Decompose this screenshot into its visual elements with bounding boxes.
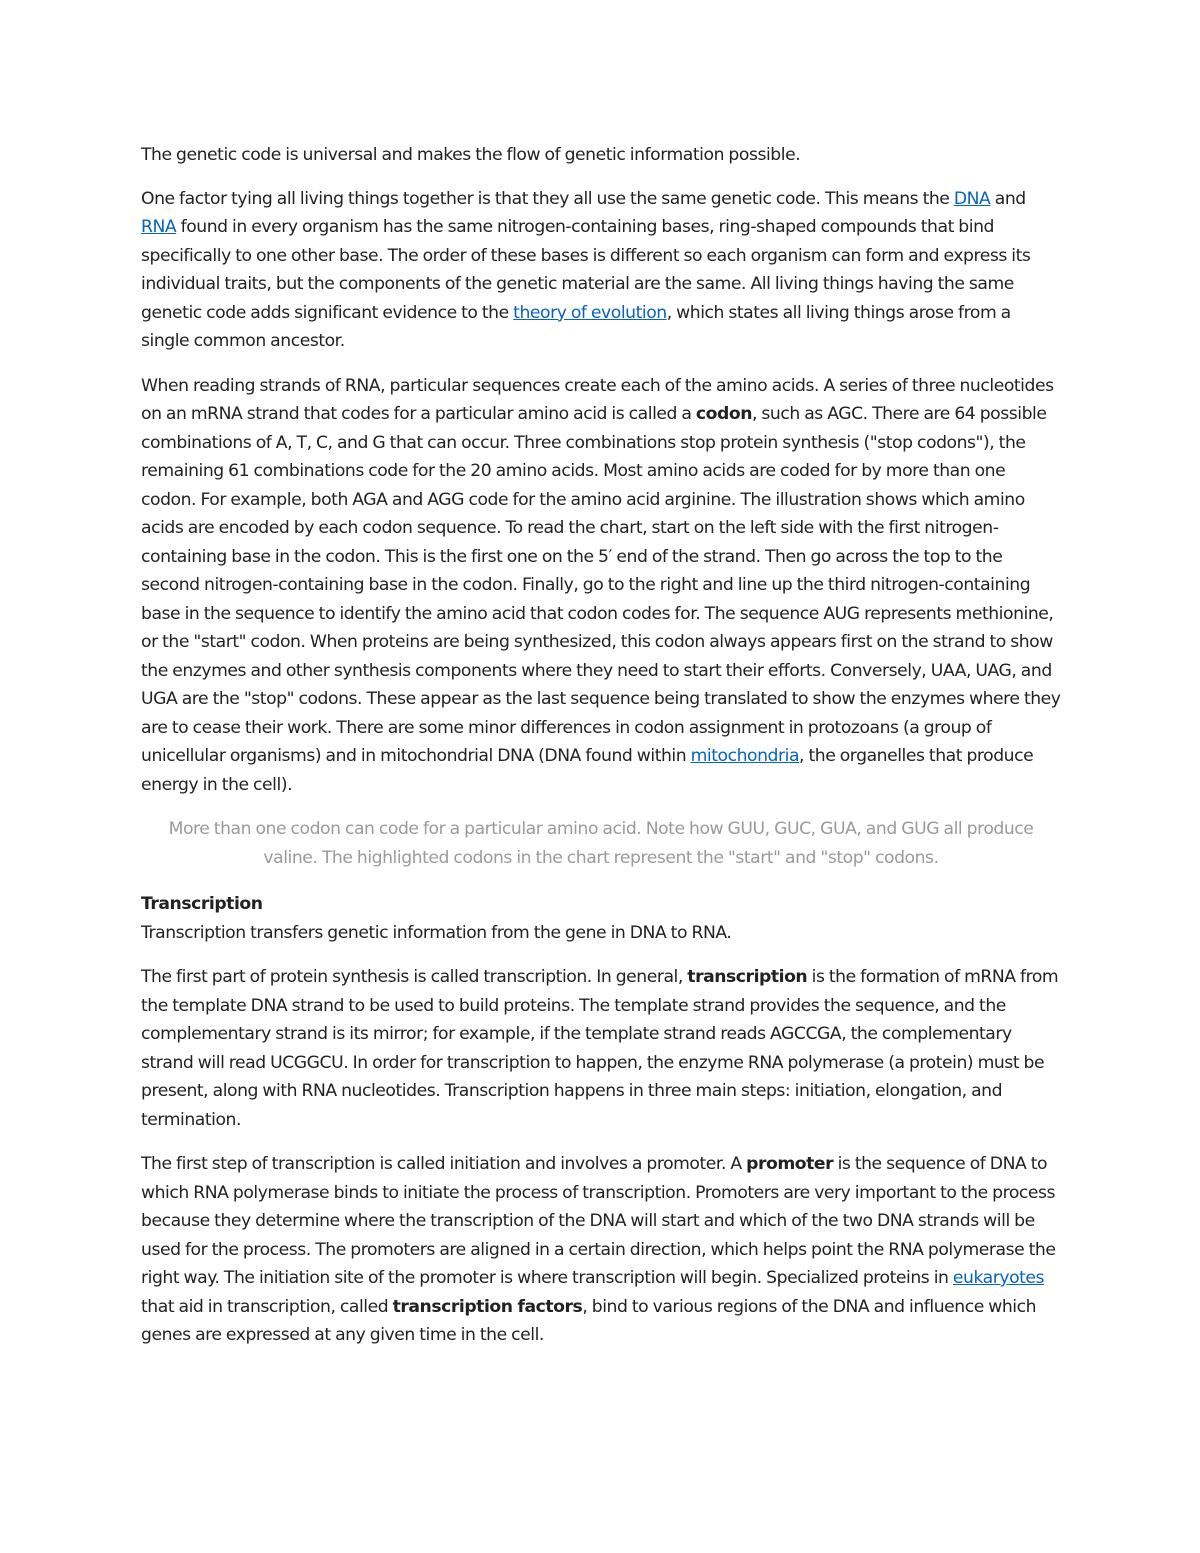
paragraph-text: , such as AGC. There are 64 possible combinations of A, T, C, and G that can occur. Three combinations stop protein synthesis ("stop codons"), the remaining 61 combinations code for the 20 amino acids. Most amino acids are coded for by more than one codon. For example, both AGA and AGG code for the amino acid arginine. The illustration shows which amino acids are encoded by each codon sequence. To read the chart, start on the left side with the first nitrogen-containing base in the codon. This is the first one on the 5′ end of the strand. Then go across the top to the second nitrogen-containing base in the codon. Finally, go to the right and line up the third nitrogen-containing base in the sequence to identify the amino acid that codon codes for. The sequence AUG represents methionine, or the "start" codon. When proteins are being synthesized, this codon always appears first on the strand to show the enzymes and other synthesis components where they need to start their efforts. Conversely, UAA, UAG, and UGA are the "stop" codons. These appear as the last sequence being translated to show the enzymes where they are to cease their work. There are some minor differences in codon assignment in protozoans (a group of unicellular organisms) and in mitochondrial DNA (DNA found within xyxy=(141,404,1061,766)
paragraph-codons xyxy=(141,372,1061,800)
transcription-section-header xyxy=(141,890,1061,947)
bold-term-transcription-factors: transcription factors xyxy=(392,1296,583,1317)
bold-term-transcription: transcription xyxy=(687,967,808,987)
bold-term-codon: codon xyxy=(695,404,752,424)
paragraph-initiation xyxy=(141,1150,1061,1350)
bold-term-promoter: promoter xyxy=(746,1154,834,1174)
paragraph-transcription xyxy=(141,963,1061,1134)
paragraph-text: is the formation of mRNA from the template DNA strand to be used to build proteins. The template strand provides the sequence, and the complementary strand is its mirror; for example, if the template strand reads AGCCGA, the complementary strand will read UCGGCU. In order for transcription to happen, the enzyme RNA polymerase (a protein) must be present, along with RNA nucleotides. Transcription happens in three main steps: initiation, elongation, and termination. xyxy=(141,967,1059,1130)
link-rna[interactable]: RNA xyxy=(141,217,177,237)
paragraph-text: , which states all living things arose from a single common ancestor. xyxy=(141,302,1011,351)
link-eukaryotes[interactable]: eukaryotes xyxy=(952,1268,1045,1288)
section-subtitle: Transcription transfers genetic information from the gene in DNA to RNA. xyxy=(141,922,732,943)
paragraph-text: The first part of protein synthesis is called transcription. In general, xyxy=(141,967,688,987)
paragraph-text: One factor tying all living things together is that they all use the same genetic code. This means the xyxy=(141,188,954,209)
document-body xyxy=(141,141,1061,1366)
paragraph-text: is the sequence of DNA to which RNA polymerase binds to initiate the process of transcription. Promoters are very important to the process because they determine where the transcription of the DNA will start and which of the two DNA strands will be used for the process. The promoters are aligned in a certain direction, which helps point the RNA polymerase the right way. The initiation site of the promoter is where transcription will begin. Specialized proteins in xyxy=(141,1154,1056,1288)
link-theory-of-evolution[interactable]: theory of evolution xyxy=(513,302,667,323)
paragraph-text: The first step of transcription is called initiation and involves a promoter. A xyxy=(141,1154,747,1174)
figure-caption: More than one codon can code for a particular amino acid. Note how GUU, GUC, GUA, and GUG all produce valine. The highlighted codons in the chart represent the "start" and "stop" codons. xyxy=(168,819,1034,868)
paragraph-text: When reading strands of RNA, particular sequences create each of the amino acids. A series of three nucleotides on an mRNA strand that codes for a particular amino acid is called a xyxy=(141,375,1054,424)
link-dna[interactable]: DNA xyxy=(953,188,991,209)
paragraph-text: , the organelles that produce energy in the cell). xyxy=(141,746,1034,795)
paragraph-text: and xyxy=(990,188,1026,209)
paragraph-text: found in every organism has the same nitrogen-containing bases, ring-shaped compounds that bind specifically to one other base. The order of these bases is different so each organism can form and express its individual traits, but the components of the genetic material are the same. All living things having the same genetic code adds significant evidence to the xyxy=(141,217,1031,323)
intro-sentence: The genetic code is universal and makes the flow of genetic information possible. xyxy=(141,145,801,165)
paragraph-genetic-code xyxy=(141,185,1061,356)
paragraph-text: , bind to various regions of the DNA and influence which genes are expressed at any given time in the cell. xyxy=(141,1296,1037,1345)
paragraph-text: that aid in transcription, called xyxy=(141,1296,393,1317)
link-mitochondria[interactable]: mitochondria xyxy=(690,746,800,766)
section-heading: Transcription xyxy=(141,894,263,914)
